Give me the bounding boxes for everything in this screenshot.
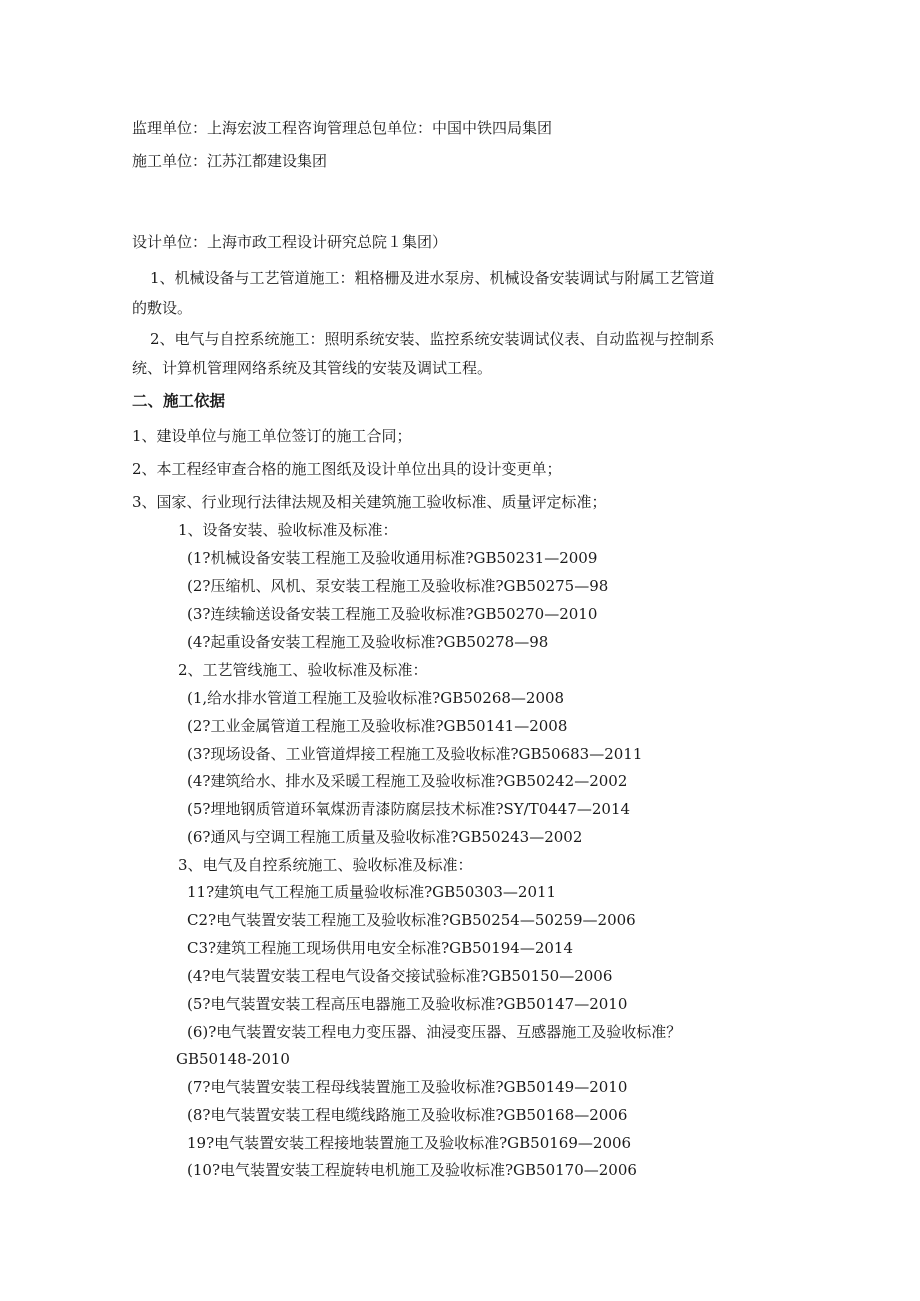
equipment-item-4: (4?起重设备安装工程施工及验收标准?GB50278—98 xyxy=(187,633,549,651)
basis-item-2: 2、本工程经审查合格的施工图纸及设计单位出具的设计变更单； xyxy=(132,460,562,478)
scope-item-2-line-1: 2、电气与自控系统施工：照明系统安装、监控系统安装调试仪表、自动监视与控制系 xyxy=(150,330,715,348)
electrical-item-3: C3?建筑工程施工现场供用电安全标准?GB50194—2014 xyxy=(187,939,574,957)
electrical-item-7: (7?电气装置安装工程母线装置施工及验收标准?GB50149—2010 xyxy=(187,1078,628,1096)
electrical-heading: 3、电气及自控系统施工、验收标准及标准： xyxy=(178,856,473,874)
designer-line: 设计单位：上海市政工程设计研究总院１集团） xyxy=(132,233,448,251)
scope-item-1-line-1: 1、机械设备与工艺管道施工：粗格栅及进水泵房、机械设备安装调试与附属工艺管道 xyxy=(150,269,715,287)
electrical-item-1: 11?建筑电气工程施工质量验收标准?GB50303—2011 xyxy=(187,883,557,901)
electrical-item-10: (10?电气装置安装工程旋转电机施工及验收标准?GB50170—2006 xyxy=(187,1161,637,1179)
electrical-item-5: (5?电气装置安装工程高压电器施工及验收标准?GB50147—2010 xyxy=(187,995,628,1013)
pipeline-item-3: (3?现场设备、工业管道焊接工程施工及验收标准?GB50683—2011 xyxy=(187,745,643,763)
scope-item-2-line-2: 统、计算机管理网络系统及其管线的安装及调试工程。 xyxy=(132,359,493,377)
electrical-item-6-line-1: (6)?电气装置安装工程电力变压器、油浸变压器、互感器施工及验收标准？ xyxy=(187,1023,682,1041)
electrical-item-6-line-2: GB50148-2010 xyxy=(176,1050,290,1068)
electrical-item-8: (8?电气装置安装工程电缆线路施工及验收标准?GB50168—2006 xyxy=(187,1106,628,1124)
equipment-item-1: (1?机械设备安装工程施工及验收通用标准?GB50231—2009 xyxy=(187,549,598,567)
pipeline-item-6: (6?通风与空调工程施工质量及验收标准?GB50243—2002 xyxy=(187,828,583,846)
equipment-heading: 1、设备安装、验收标准及标准： xyxy=(178,521,398,539)
scope-item-1-line-2: 的敷设。 xyxy=(132,299,193,317)
basis-item-3: 3、国家、行业现行法律法规及相关建筑施工验收标准、质量评定标准； xyxy=(132,493,607,511)
electrical-item-2: C2?电气装置安装工程施工及验收标准?GB50254—50259—2006 xyxy=(187,911,636,929)
constructor-line: 施工单位：江苏江都建设集团 xyxy=(132,152,328,170)
basis-item-1: 1、建设单位与施工单位签订的施工合同； xyxy=(132,427,412,445)
equipment-item-3: (3?连续输送设备安装工程施工及验收标准?GB50270—2010 xyxy=(187,605,598,623)
pipeline-heading: 2、工艺管线施工、验收标准及标准： xyxy=(178,661,428,679)
equipment-item-2: (2?压缩机、风机、泵安装工程施工及验收标准?GB50275—98 xyxy=(187,577,609,595)
pipeline-item-5: (5?埋地钢质管道环氧煤沥青漆防腐层技术标准?SY/T0447—2014 xyxy=(187,800,631,818)
pipeline-item-2: (2?工业金属管道工程施工及验收标准?GB50141—2008 xyxy=(187,717,568,735)
supervisor-line: 监理单位：上海宏波工程咨询管理总包单位：中国中铁四局集团 xyxy=(132,119,553,137)
pipeline-item-1: (1,给水排水管道工程施工及验收标准?GB50268—2008 xyxy=(187,689,565,707)
section-heading-basis: 二、施工依据 xyxy=(132,391,226,410)
electrical-item-9: 19?电气装置安装工程接地装置施工及验收标准?GB50169—2006 xyxy=(187,1134,632,1152)
electrical-item-4: (4?电气装置安装工程电气设备交接试验标准?GB50150—2006 xyxy=(187,967,613,985)
pipeline-item-4: (4?建筑给水、排水及采暖工程施工及验收标准?GB50242—2002 xyxy=(187,772,628,790)
